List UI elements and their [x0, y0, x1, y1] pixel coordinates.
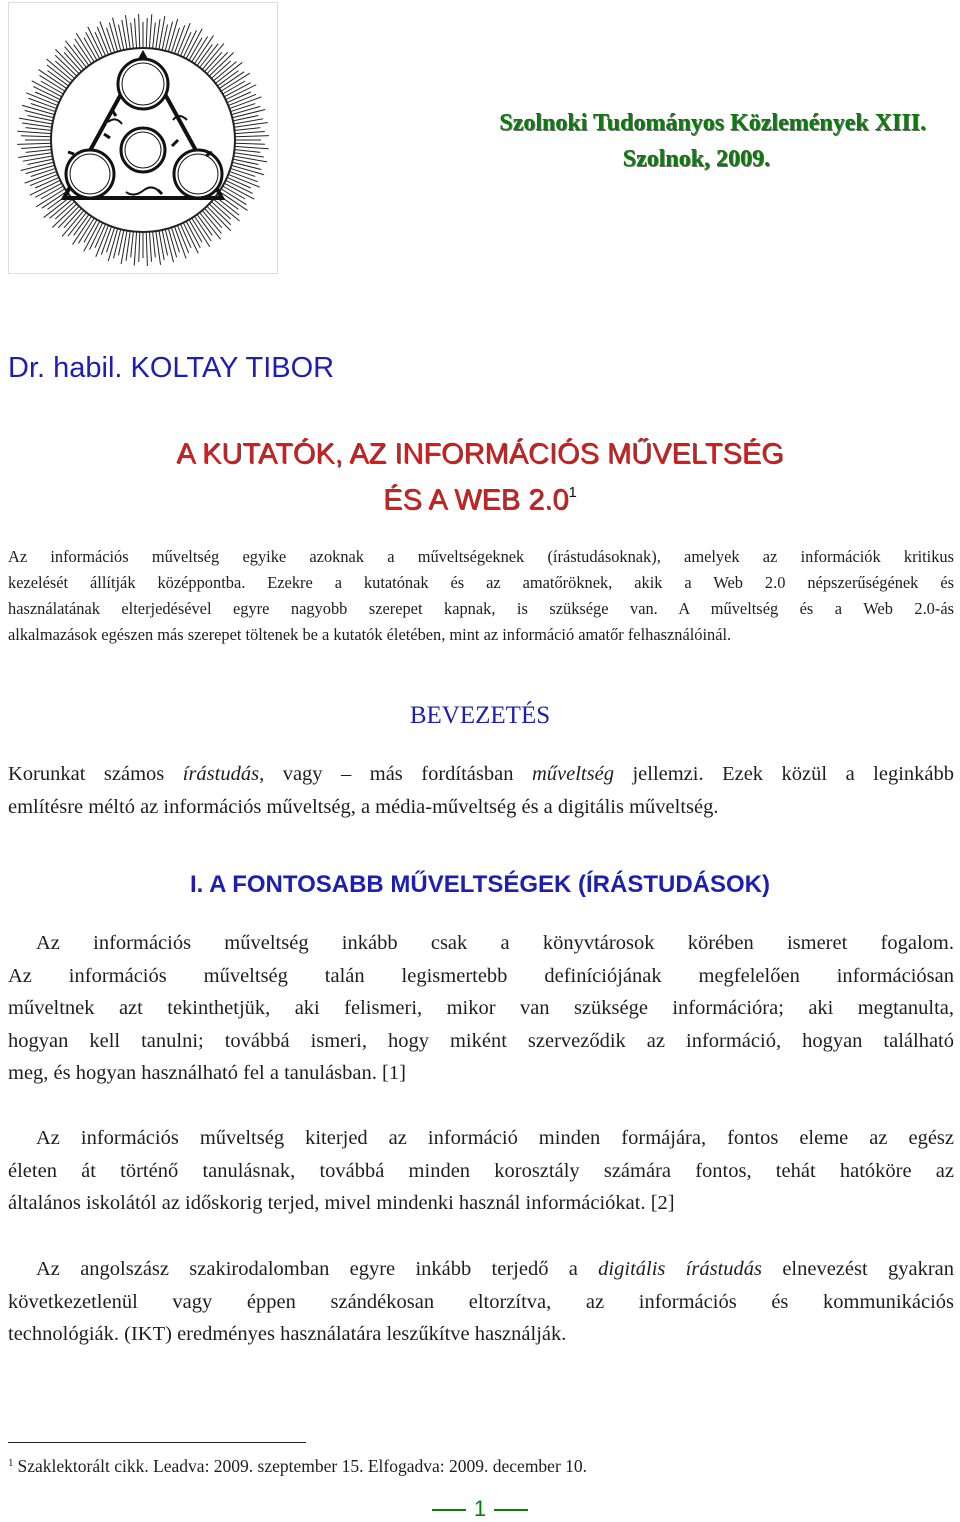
paragraph-line: életen át történő tanulásnak, továbbá minden korosztály számára fontos, tehát hatóköre az: [8, 1159, 954, 1182]
paragraph-2: [8, 1122, 954, 1220]
article-title-line1: A KUTATÓK, AZ INFORMÁCIÓS MŰVELTSÉG: [176, 438, 784, 470]
paragraph-1: [8, 927, 954, 1090]
text-run: , vagy – más fordításban: [259, 763, 532, 785]
page-number-value: 1: [473, 1496, 487, 1521]
abstract-line: használatának elterjedésével egyre nagyobb szerepet kapnak, is szüksége van. A műveltség és a Web 2.0-ás: [8, 599, 954, 618]
paragraph-line: általános iskolától az időskorig terjed, mivel mindenki használ információkat. [2]: [8, 1192, 675, 1214]
text-run: elnevezést gyakran: [762, 1258, 955, 1280]
emphasis-text: digitális írástudás: [598, 1258, 763, 1280]
text-run: Korunkat számos: [8, 763, 183, 785]
paragraph-line: Az információs műveltség talán legismertebb definíciójának megfelelően információsan: [8, 964, 954, 987]
logo-drawing: [8, 2, 278, 274]
abstract: [8, 544, 954, 648]
paragraph-line: következetlenül vagy éppen szándékosan eltorzítva, az információs és kommunikációs: [8, 1290, 954, 1313]
page-number: [0, 1496, 960, 1522]
emphasis-text: írástudás: [182, 763, 260, 785]
paragraph-line: meg, és hogyan használható fel a tanulásban. [1]: [8, 1062, 406, 1084]
paragraph-line: hogyan kell tanulni; továbbá ismeri, hogy miként szerveződik az információ, hogyan található: [8, 1029, 954, 1052]
paragraph-line: műveltnek azt tekinthetjük, aki felismeri, mikor van szüksége információra; aki megtanulta,: [8, 997, 954, 1019]
paragraph-line: [8, 758, 954, 791]
paragraph-line: Az információs műveltség inkább csak a könyvtárosok körében ismeret fogalom.: [36, 932, 954, 954]
footnote-reference: 1: [568, 484, 577, 501]
journal-location-year: Szolnok, 2009.: [622, 146, 770, 172]
emphasis-text: műveltség: [531, 763, 614, 785]
abstract-line: Az információs műveltség egyike azoknak a műveltségeknek (írástudásoknak), amelyek az információk kritikus: [8, 547, 954, 566]
article-title-line2: [0, 484, 960, 517]
paragraph-line: Az információs műveltség kiterjed az információ minden formájára, fontos eleme az egész: [36, 1127, 954, 1149]
journal-title: Szolnoki Tudományos Közlemények XIII.: [499, 110, 926, 136]
paragraph-line: [8, 1253, 954, 1286]
abstract-line: kezelését állítják középpontba. Ezekre a kutatónak és az amatőröknek, akik a Web 2.0 népszerűségének és: [8, 573, 954, 592]
page-number-dash: [432, 1509, 466, 1511]
intro-paragraph: [8, 758, 954, 823]
paragraph-line: említésre méltó az információs műveltség, a média-műveltség és a digitális műveltség.: [8, 795, 719, 818]
paragraph-3: [8, 1253, 954, 1351]
footnote-text: Szaklektorált cikk. Leadva: 2009. szeptember 15. Elfogadva: 2009. december 10.: [17, 1456, 588, 1476]
journal-logo: [8, 2, 278, 274]
footnote-divider: [8, 1442, 306, 1443]
author-name: Dr. habil. KOLTAY TIBOR: [8, 352, 335, 384]
footnote-mark: 1: [8, 1457, 14, 1469]
abstract-line: alkalmazások egészen más szerepet töltenek be a kutatók életében, mint az információ amatőr felhasználóinál.: [8, 625, 732, 644]
text-run: Az angolszász szakirodalomban egyre inkább terjedő a: [36, 1258, 599, 1280]
paragraph-line: technológiák. (IKT) eredményes használatára leszűkítve használják.: [8, 1323, 567, 1345]
page-number-dash: [494, 1509, 528, 1511]
text-run: jellemzi. Ezek közül a leginkább: [613, 763, 954, 785]
article-title-line2-text: ÉS A WEB 2.0: [383, 484, 569, 516]
section-heading-1: I. A FONTOSABB MŰVELTSÉGEK (ÍRÁSTUDÁSOK): [189, 871, 770, 898]
footnote: [8, 1456, 587, 1477]
section-heading-intro: BEVEZETÉS: [409, 702, 551, 729]
